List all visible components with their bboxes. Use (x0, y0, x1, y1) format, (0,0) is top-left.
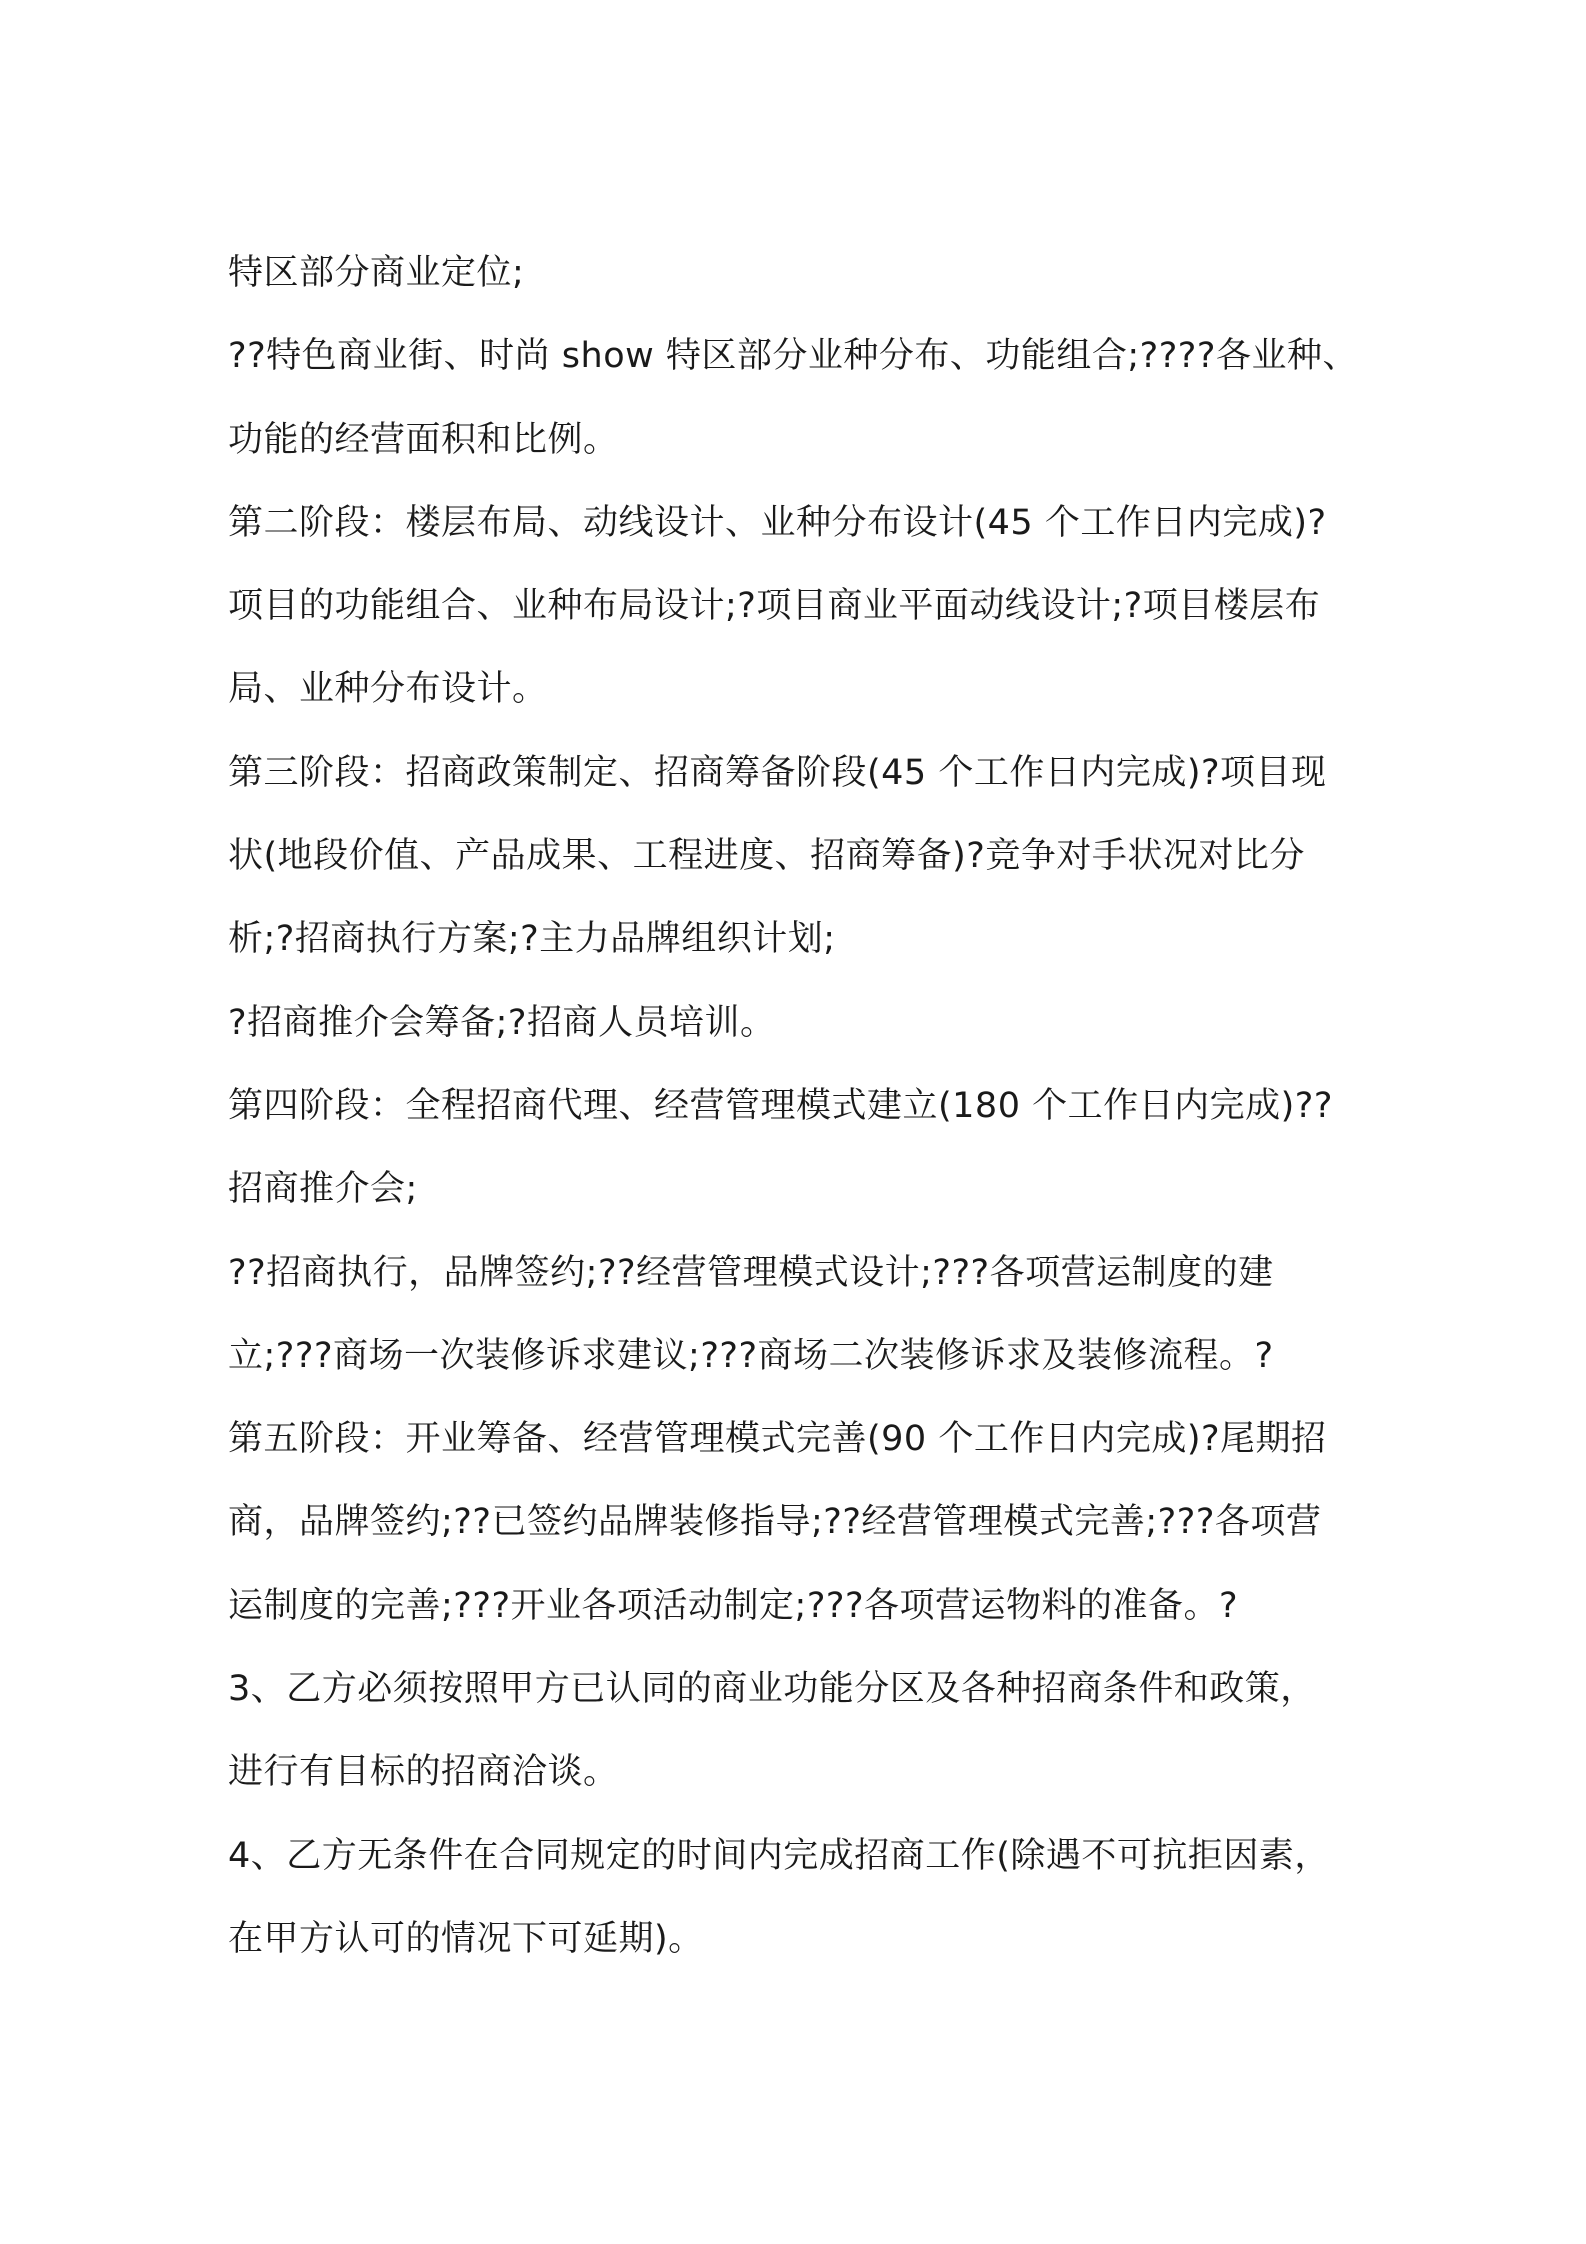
text-line: 项目的功能组合、业种布局设计;?项目商业平面动线设计;?项目楼层布 (228, 586, 1321, 627)
text-line: 局、业种分布设计。 (228, 669, 548, 710)
text-line: 析;?招商执行方案;?主力品牌组织计划; (228, 919, 836, 960)
text-line: 功能的经营面积和比例。 (228, 419, 619, 460)
text-line: 商，品牌签约;??已签约品牌装修指导;??经营管理模式完善;???各项营 (228, 1502, 1322, 1543)
text-line: 进行有目标的招商洽谈。 (228, 1752, 619, 1793)
text-line: ??特色商业街、时尚 show 特区部分业种分布、功能组合;????各业种、 (228, 336, 1358, 377)
document-body (228, 232, 1388, 1981)
text-line: 立;???商场一次装修诉求建议;???商场二次装修诉求及装修流程。? (228, 1335, 1274, 1376)
text-line: 特区部分商业定位; (228, 253, 525, 293)
text-line: 4、乙方无条件在合同规定的时间内完成招商工作(除遇不可抗拒因素， (228, 1835, 1330, 1876)
text-line: 3、乙方必须按照甲方已认同的商业功能分区及各种招商条件和政策， (228, 1669, 1316, 1710)
text-line: 第四阶段：全程招商代理、经营管理模式建立(180 个工作日内完成)?? (228, 1085, 1333, 1126)
text-line: 运制度的完善;???开业各项活动制定;???各项营运物料的准备。? (228, 1585, 1239, 1626)
text-line: ?招商推介会筹备;?招商人员培训。 (228, 1002, 776, 1043)
text-line: 第二阶段：楼层布局、动线设计、业种分布设计(45 个工作日内完成)? (228, 502, 1327, 543)
text-line: 在甲方认可的情况下可延期)。 (228, 1918, 704, 1959)
text-line: 第三阶段：招商政策制定、招商筹备阶段(45 个工作日内完成)?项目现 (228, 752, 1327, 793)
text-line: 状(地段价值、产品成果、工程进度、招商筹备)?竞争对手状况对比分 (228, 836, 1305, 877)
text-line: ??招商执行，品牌签约;??经营管理模式设计;???各项营运制度的建 (228, 1252, 1274, 1293)
text-line: 招商推介会; (228, 1169, 418, 1210)
text-line: 第五阶段：开业筹备、经营管理模式完善(90 个工作日内完成)?尾期招 (228, 1419, 1327, 1460)
